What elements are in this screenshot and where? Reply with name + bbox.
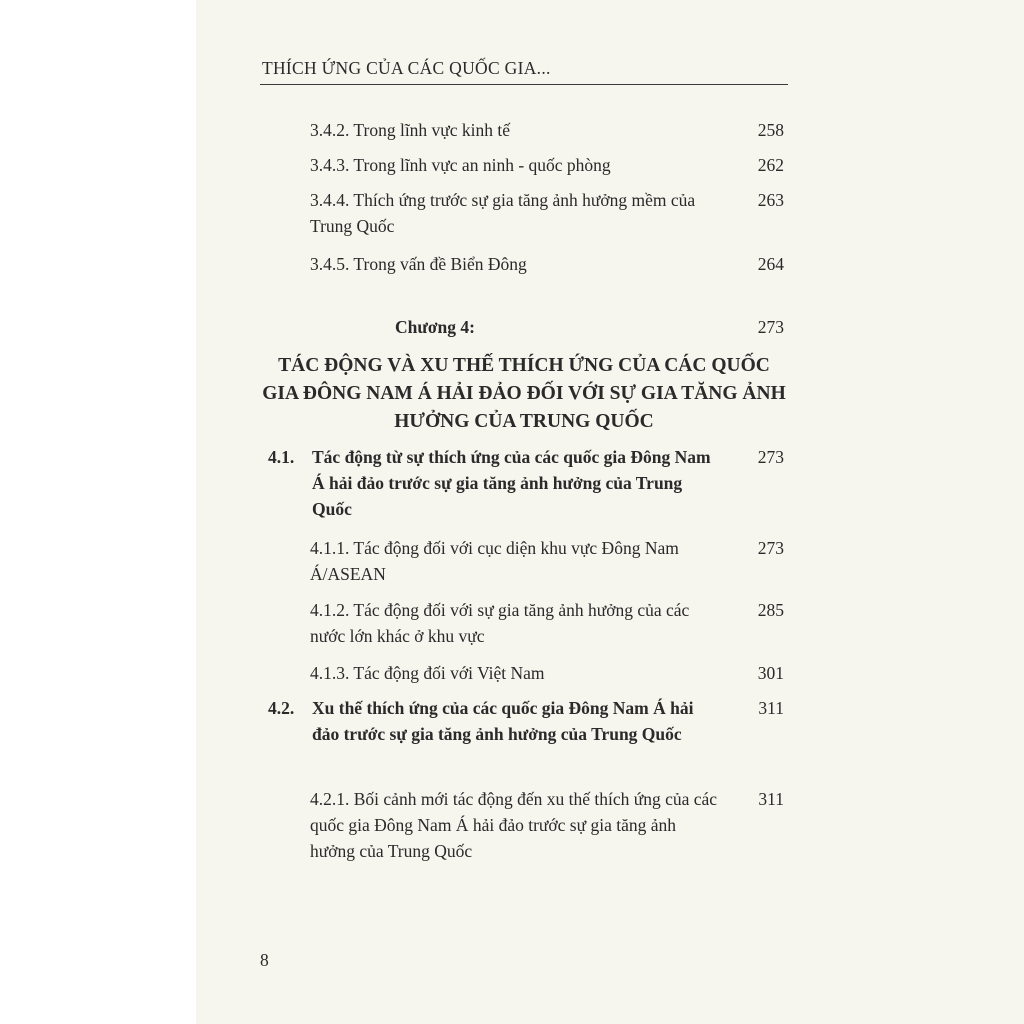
header-rule bbox=[260, 84, 788, 85]
toc-page-number: 263 bbox=[757, 190, 784, 210]
toc-page-number: 264 bbox=[757, 254, 784, 274]
toc-entry-4-1-1 bbox=[310, 535, 784, 587]
toc-page-number: 301 bbox=[757, 663, 784, 683]
toc-section-4-1 bbox=[268, 444, 784, 522]
chapter-label: Chương 4: bbox=[395, 317, 475, 337]
toc-entry-text: Tác động từ sự thích ứng của các quốc gia Đông Nam Á hải đảo trước sự gia tăng ảnh hưởng của Trung Quốc bbox=[312, 447, 711, 519]
toc-section-4-2 bbox=[268, 695, 784, 747]
toc-entry-text: 4.2.1. Bối cảnh mới tác động đến xu thế thích ứng của các quốc gia Đông Nam Á hải đảo trước sự gia tăng ảnh hưởng của Trung Quốc bbox=[310, 789, 718, 861]
toc-page-number: 311 bbox=[758, 698, 784, 718]
toc-entry-3-4-2 bbox=[310, 117, 784, 143]
toc-entry-3-4-5 bbox=[310, 251, 784, 277]
toc-entry-text: 4.1.1. Tác động đối với cục diện khu vực Đông Nam Á/ASEAN bbox=[310, 538, 679, 584]
toc-entry-text: 3.4.4. Thích ứng trước sự gia tăng ảnh hưởng mềm của Trung Quốc bbox=[310, 190, 696, 236]
section-number: 4.1. bbox=[268, 447, 295, 467]
toc-entry-text: 4.1.2. Tác động đối với sự gia tăng ảnh hưởng của các nước lớn khác ở khu vực bbox=[310, 600, 690, 646]
toc-page-number: 262 bbox=[757, 155, 784, 175]
toc-page-number: 273 bbox=[757, 447, 784, 467]
section-number: 4.2. bbox=[268, 698, 295, 718]
page-number-folio: 8 bbox=[260, 950, 269, 970]
toc-chapter-4 bbox=[310, 314, 784, 340]
toc-entry-text: 4.1.3. Tác động đối với Việt Nam bbox=[310, 663, 545, 683]
toc-page-number: 273 bbox=[757, 538, 784, 558]
toc-page-number: 258 bbox=[757, 120, 784, 140]
toc-page-number: 285 bbox=[757, 600, 784, 620]
toc-entry-3-4-4 bbox=[310, 187, 784, 239]
toc-entry-4-1-3 bbox=[310, 660, 784, 686]
toc-entry-text: 3.4.3. Trong lĩnh vực an ninh - quốc phòng bbox=[310, 155, 611, 175]
toc-page-number: 311 bbox=[758, 789, 784, 809]
toc-entry-text: 3.4.2. Trong lĩnh vực kinh tế bbox=[310, 120, 511, 140]
toc-entry-text: 3.4.5. Trong vấn đề Biển Đông bbox=[310, 254, 527, 274]
toc-entry-4-2-1 bbox=[310, 786, 784, 864]
toc-entry-3-4-3 bbox=[310, 152, 784, 178]
running-header: THÍCH ỨNG CỦA CÁC QUỐC GIA... bbox=[262, 58, 551, 78]
toc-entry-4-1-2 bbox=[310, 597, 784, 649]
chapter-title: TÁC ĐỘNG VÀ XU THẾ THÍCH ỨNG CỦA CÁC QUỐC GIA ĐÔNG NAM Á HẢI ĐẢO ĐỐI VỚI SỰ GIA TĂNG ẢNH HƯỞNG CỦA TRUNG QUỐC bbox=[262, 355, 786, 432]
toc-page-number: 273 bbox=[757, 317, 784, 337]
toc-entry-text: Xu thế thích ứng của các quốc gia Đông Nam Á hải đảo trước sự gia tăng ảnh hưởng của Trung Quốc bbox=[312, 698, 694, 744]
